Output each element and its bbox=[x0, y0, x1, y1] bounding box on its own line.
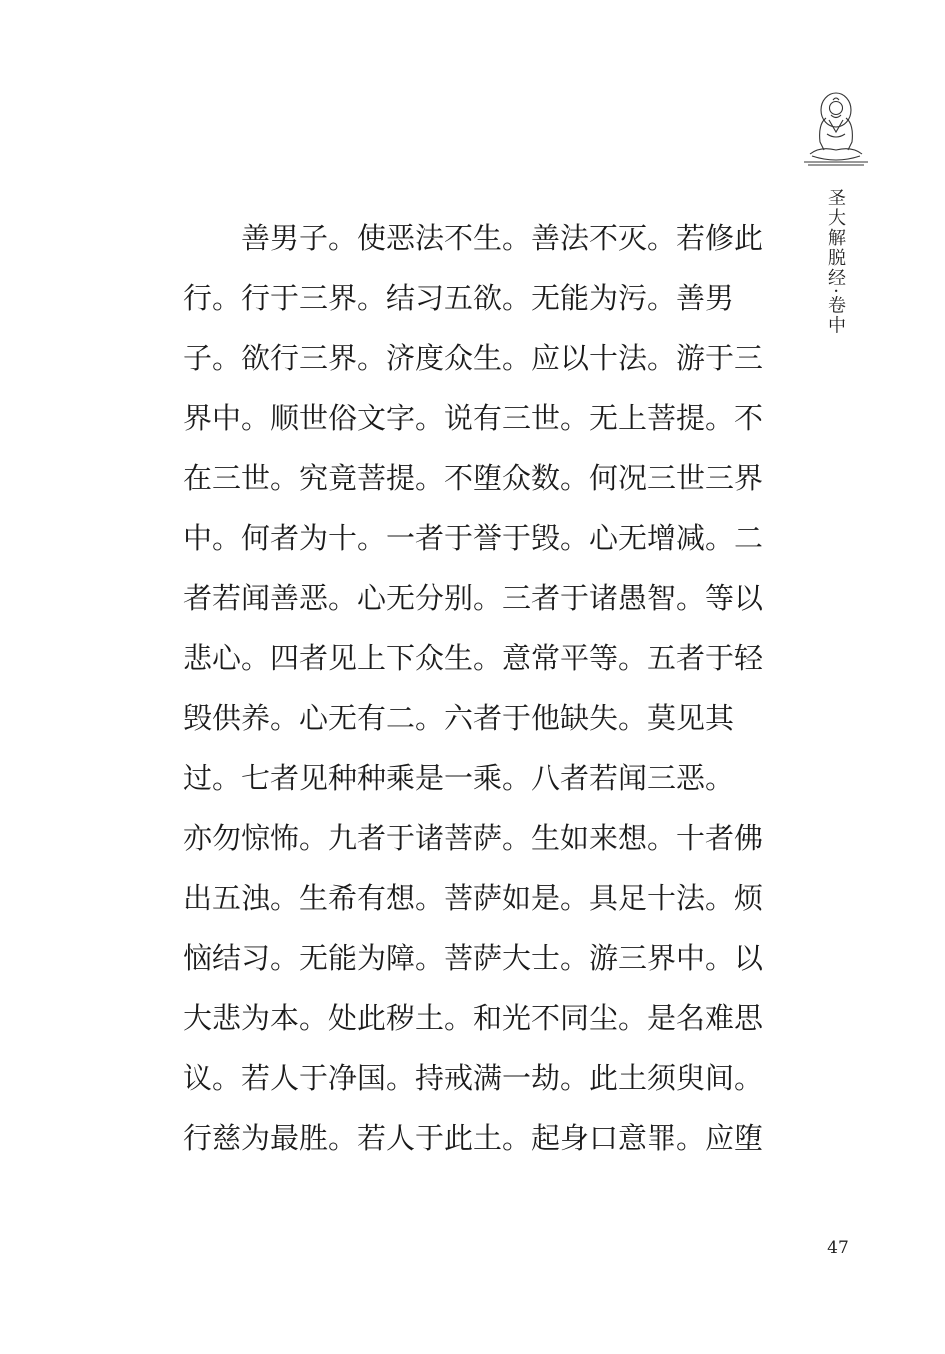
body-text bbox=[183, 208, 765, 1168]
text-line: 善男子。使恶法不生。善法不灭。若修此 bbox=[241, 221, 764, 255]
text-line: 行慈为最胜。若人于此土。起身口意罪。应堕 bbox=[183, 1121, 764, 1155]
text-line: 大悲为本。处此秽土。和光不同尘。是名难思 bbox=[183, 1001, 764, 1035]
text-line: 子。欲行三界。济度众生。应以十法。游于三 bbox=[183, 341, 764, 375]
text-line: 过。七者见种种乘是一乘。八者若闻三恶。 bbox=[183, 761, 735, 795]
text-line: 悲心。四者见上下众生。意常平等。五者于轻 bbox=[183, 641, 764, 675]
text-line: 出五浊。生希有想。菩萨如是。具足十法。烦 bbox=[183, 881, 764, 915]
text-line: 界中。顺世俗文字。说有三世。无上菩提。不 bbox=[183, 401, 764, 435]
text-line: 在三世。究竟菩提。不堕众数。何况三世三界 bbox=[183, 461, 764, 495]
text-line: 中。何者为十。一者于誉于毁。心无增减。二 bbox=[183, 521, 764, 555]
text-line: 行。行于三界。结习五欲。无能为污。善男 bbox=[183, 281, 735, 315]
text-line: 者若闻善恶。心无分别。三者于诸愚智。等以 bbox=[183, 581, 764, 615]
page-number: 47 bbox=[827, 1238, 849, 1258]
text-line: 恼结习。无能为障。菩萨大士。游三界中。以 bbox=[183, 941, 764, 975]
text-line: 议。若人于净国。持戒满一劫。此土须臾间。 bbox=[183, 1061, 764, 1095]
text-line: 毁供养。心无有二。六者于他缺失。莫见其 bbox=[183, 701, 735, 735]
text-line: 亦勿惊怖。九者于诸菩萨。生如来想。十者佛 bbox=[183, 821, 764, 855]
running-head: 圣大解脱经·卷中 bbox=[825, 188, 846, 336]
buddha-illustration bbox=[800, 88, 872, 168]
